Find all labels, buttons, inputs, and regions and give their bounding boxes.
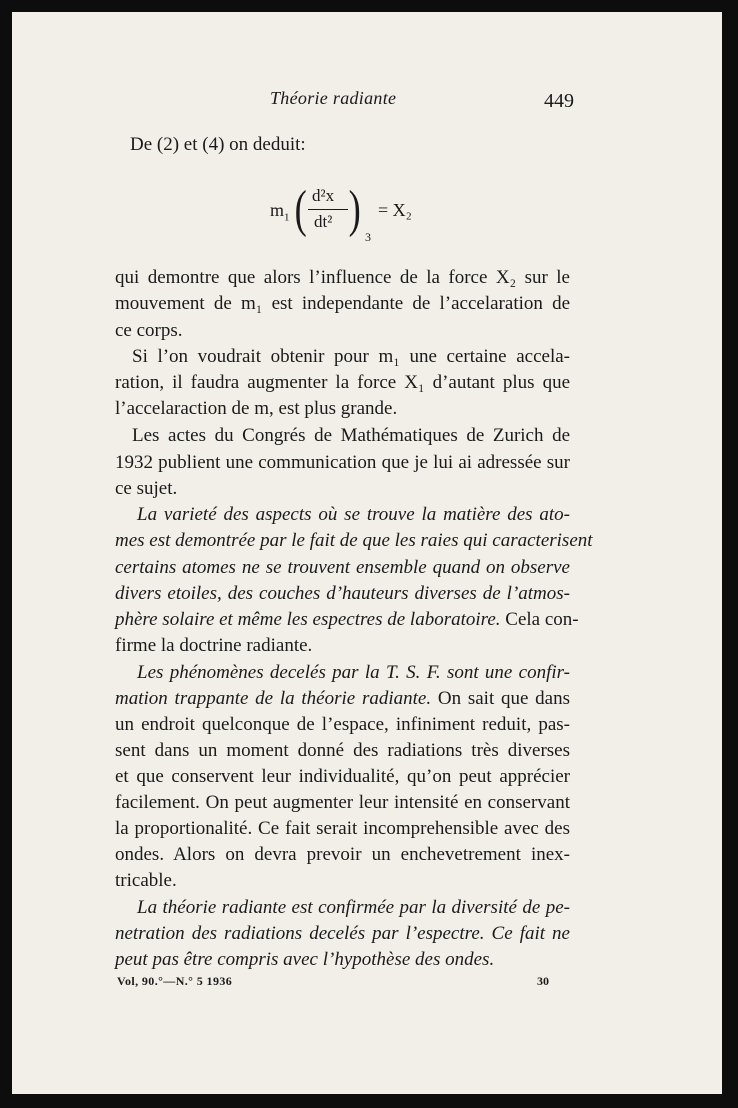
- text-line: tricable.: [115, 870, 177, 891]
- text-line: 1932 publient une communication que je lui ai adressée sur: [115, 452, 570, 473]
- text-line: divers etoiles, des couches d’hauteurs diverses de l’atmos-: [115, 583, 570, 604]
- equation-rhs: = X₂: [378, 200, 412, 220]
- text-line: ce corps.: [115, 320, 183, 341]
- text-line: ration, il faudra augmenter la force X₁ d’autant plus que: [115, 372, 570, 393]
- equation-left-paren: (: [294, 181, 307, 238]
- text-line: la proportionalité. Ce fait serait incomprehensible avec des: [115, 818, 570, 839]
- text-line: Les phénomènes decelés par la T. S. F. sont une confir-: [137, 662, 570, 683]
- text-line: ce sujet.: [115, 478, 178, 499]
- intro-line: De (2) et (4) on deduit:: [130, 134, 306, 155]
- text-line: facilement. On peut augmenter leur intensité en conservant: [115, 792, 570, 813]
- equation-subscript: 3: [365, 230, 371, 244]
- text-line: mes est demontrée par le fait de que les raies qui caracterisent: [115, 530, 593, 551]
- signature-mark: 30: [537, 974, 549, 988]
- equation: [270, 182, 430, 252]
- text-line: mouvement de m₁ est independante de l’accelaration de: [115, 293, 570, 314]
- text-line: ondes. Alors on devra prevoir un enchevetrement inex-: [115, 844, 570, 865]
- text-line: certains atomes ne se trouvent ensemble quand on observe: [115, 557, 570, 578]
- volume-footer: Vol, 90.°—N.° 5 1936: [117, 974, 233, 988]
- text-line: et que conservent leur individualité, qu’on peut apprécier: [115, 766, 570, 787]
- text-line: peut pas être compris avec l’hypothèse des ondes.: [115, 949, 495, 970]
- text-line: qui demontre que alors l’influence de la force X₂ sur le: [115, 267, 570, 288]
- text-line: un endroit quelconque de l’espace, infiniment reduit, pas-: [115, 714, 570, 735]
- page: [12, 12, 722, 1094]
- equation-denominator: dt²: [314, 212, 333, 231]
- text-line: netration des radiations decelés par l’espectre. Ce fait ne: [115, 923, 570, 944]
- text-line: mation trappante de la théorie radiante. On sait que dans: [115, 688, 570, 709]
- equation-mass: $m_1$: [270, 200, 290, 224]
- equation-numerator: d²x: [312, 186, 335, 205]
- text-line: l’accelaraction de m, est plus grande.: [115, 398, 398, 419]
- running-title: Théorie radiante: [270, 88, 397, 108]
- fraction-bar: [308, 209, 348, 210]
- text-line: La varieté des aspects où se trouve la matière des ato-: [137, 504, 570, 525]
- page-number: 449: [544, 90, 574, 112]
- text-line: sent dans un moment donné des radiations très diverses: [115, 740, 570, 761]
- text-line: phère solaire et même les espectres de laboratoire. Cela con-: [115, 609, 579, 630]
- text-line: firme la doctrine radiante.: [115, 635, 313, 656]
- text-line: La théorie radiante est confirmée par la diversité de pe-: [137, 897, 570, 918]
- text-line: Les actes du Congrés de Mathématiques de Zurich de: [132, 425, 570, 446]
- equation-right-paren: ): [348, 181, 361, 238]
- text-line: Si l’on voudrait obtenir pour m₁ une certaine accela-: [132, 346, 570, 367]
